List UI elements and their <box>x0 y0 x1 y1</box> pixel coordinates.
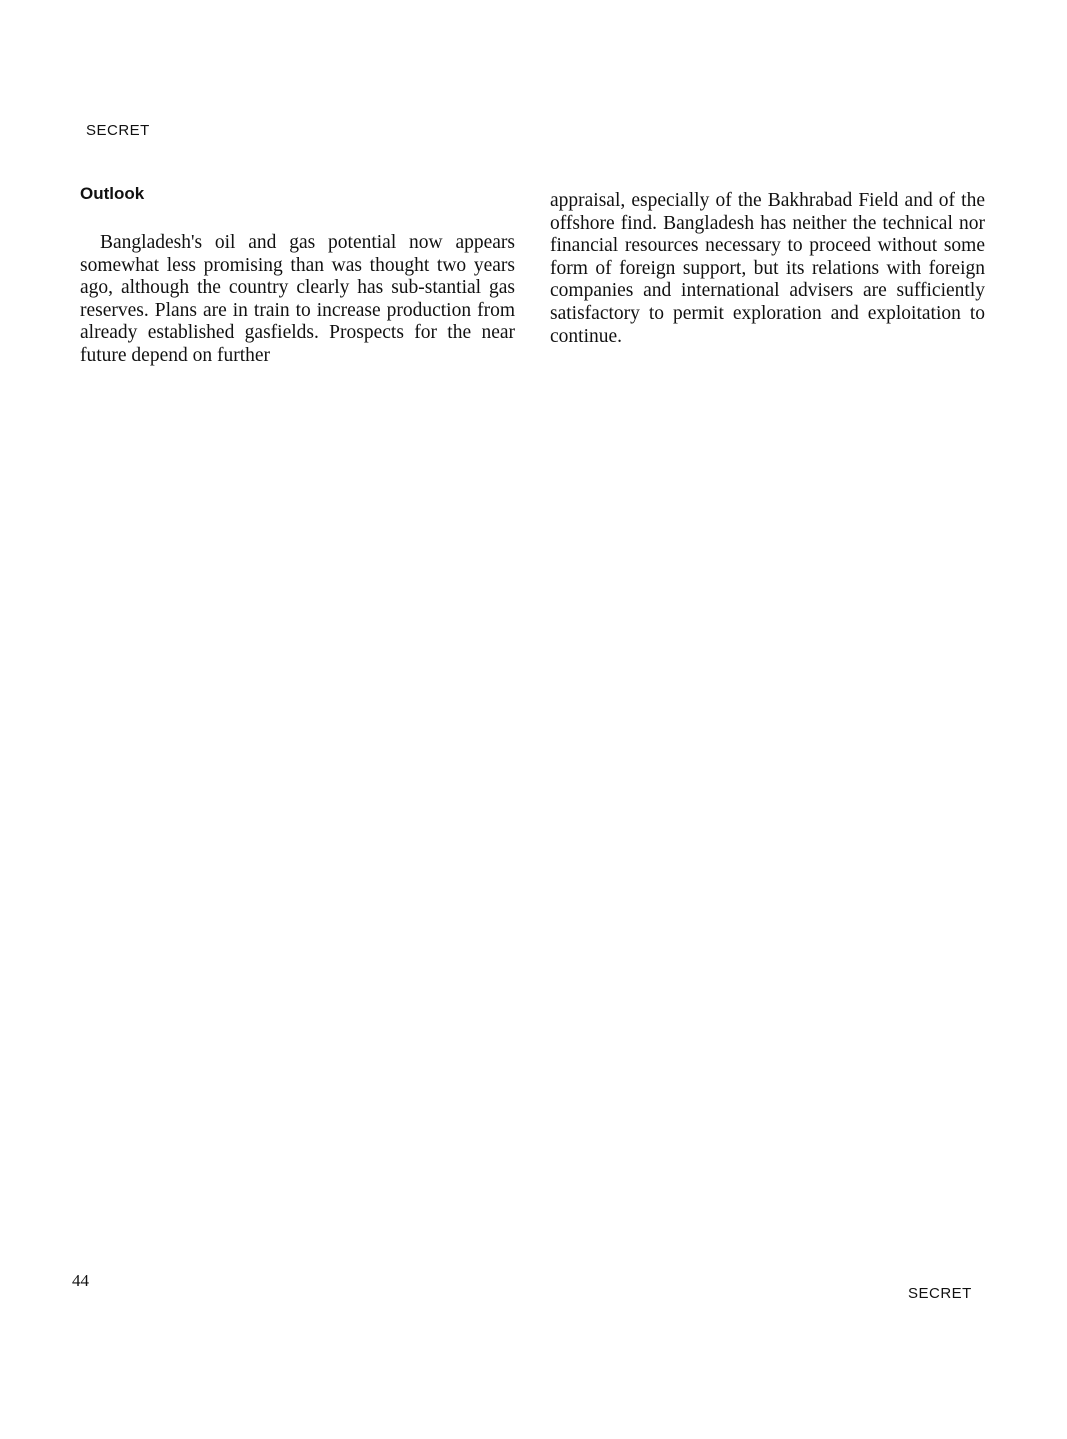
classification-marking-bottom: SECRET <box>908 1285 972 1302</box>
body-paragraph-right-column: appraisal, especially of the Bakhrabad Field and of the offshore find. Bangladesh has neither the technical nor financial resources necessary to proceed without some form of foreign support, but its relations with foreign companies and international advisers are sufficiently satisfactory to permit exploration and exploitation to continue. <box>550 190 985 347</box>
page-number: 44 <box>72 1271 89 1290</box>
classification-marking-top: SECRET <box>86 122 150 139</box>
section-heading: Outlook <box>80 184 145 203</box>
body-paragraph-left-column: Bangladesh's oil and gas potential now appears somewhat less promising than was thought two years ago, although the country clearly has sub-stantial gas reserves. Plans are in train to increase production from already established gasfields. Prospects for the near future depend on further <box>80 232 515 366</box>
